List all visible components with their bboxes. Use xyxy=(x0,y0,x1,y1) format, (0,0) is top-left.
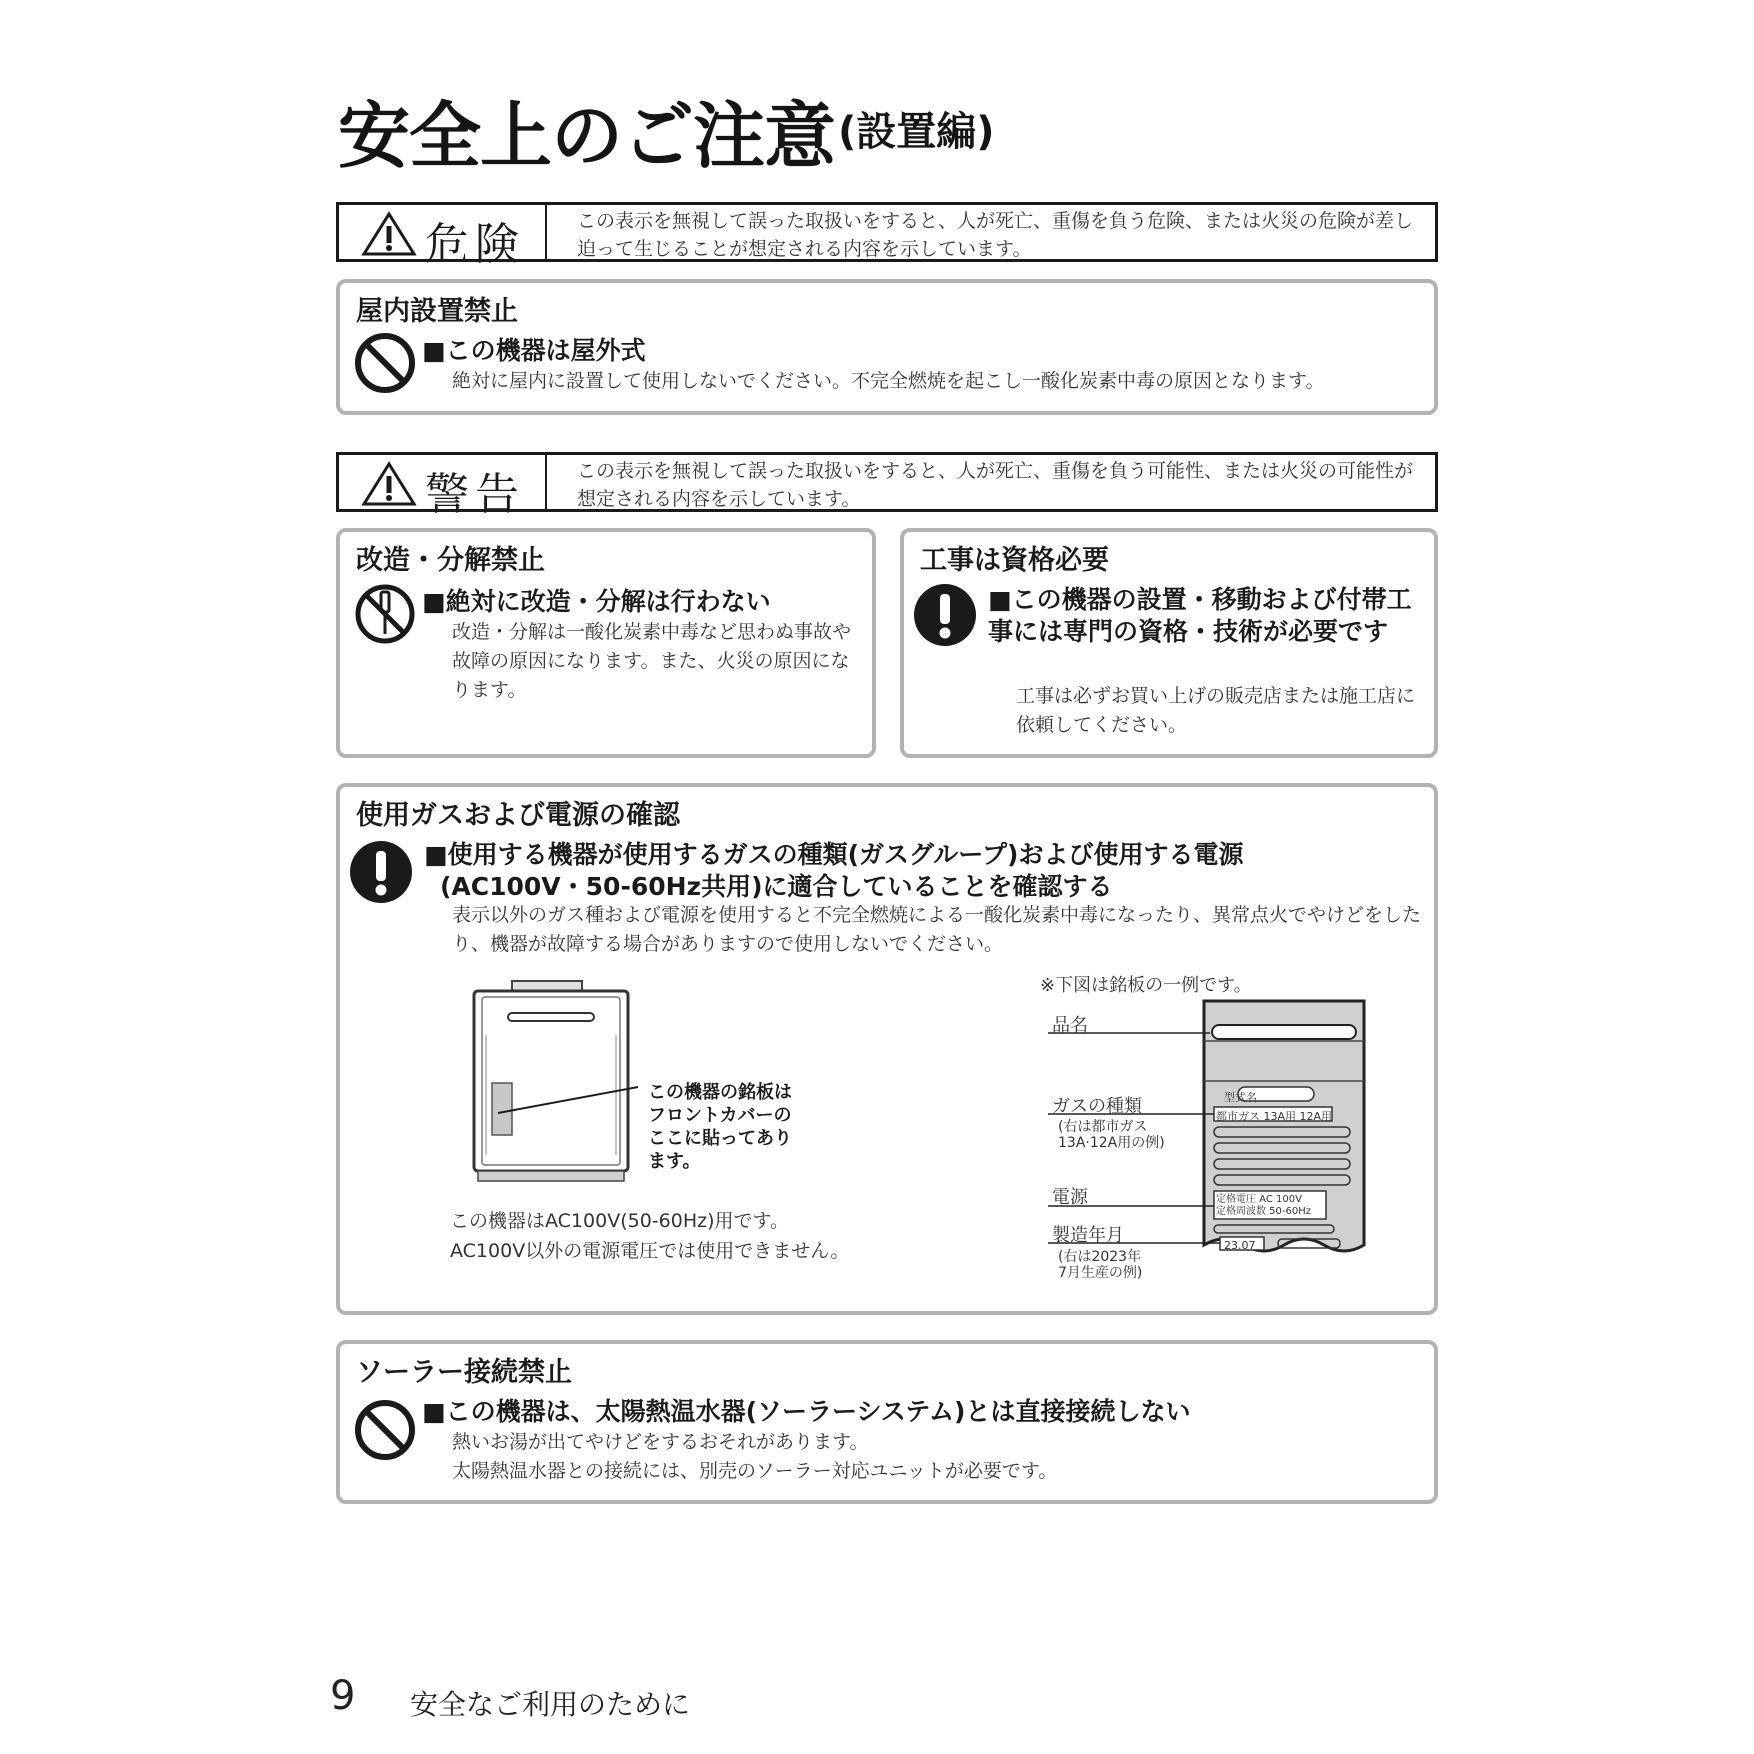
qualify-heading: ■この機器の設置・移動および付帯工事には専門の資格・技術が必要です xyxy=(988,585,1412,646)
modify-card-title: 改造・分解禁止 xyxy=(356,545,545,576)
label-date-example-1: (右は2023年 xyxy=(1058,1249,1142,1265)
indoor-text: 絶対に屋内に設置して使用しないでください。不完全燃焼を起こし一酸化炭素中毒の原因となります。 xyxy=(452,370,1325,392)
plate-freq: 定格周波数 50-60Hz xyxy=(1216,1206,1312,1217)
page-subtitle: (設置編) xyxy=(838,109,995,155)
warning-header xyxy=(336,452,1438,520)
indoor-card-title: 屋内設置禁止 xyxy=(356,296,518,327)
solar-card-title: ソーラー接続禁止 xyxy=(356,1357,572,1388)
label-gas-example-1: (右は都市ガス xyxy=(1058,1119,1148,1135)
danger-label-cell xyxy=(339,205,547,270)
qualify-card xyxy=(900,528,1438,758)
page-number: 9 xyxy=(330,1673,356,1719)
plate-model: 型式名 xyxy=(1224,1091,1257,1104)
warning-description: この表示を無視して誤った取扱いをすると、人が死亡、重傷を負う可能性、または火災の可能性が想定される内容を示しています。 xyxy=(577,460,1414,510)
no-disassembly-icon xyxy=(353,582,417,646)
modify-heading: ■絶対に改造・分解は行わない xyxy=(422,587,771,616)
label-gas-type: ガスの種類 xyxy=(1052,1096,1142,1117)
solar-heading: ■この機器は、太陽熱温水器(ソーラーシステム)とは直接接続しない xyxy=(422,1397,1191,1426)
solar-card xyxy=(336,1340,1438,1504)
device-callout: この機器の銘板はフロントカバーのここに貼ってあります。 xyxy=(648,1082,792,1172)
prohibited-icon xyxy=(353,1398,417,1462)
modify-card xyxy=(336,528,876,758)
gas-heading-line2: (AC100V・50-60Hz共用)に適合していることを確認する xyxy=(440,872,1113,901)
solar-text-1: 熱いお湯が出てやけどをするおそれがあります。 xyxy=(452,1431,869,1453)
power-note-1: この機器はAC100V(50-60Hz)用です。 xyxy=(450,1210,789,1232)
label-date: 製造年月 xyxy=(1052,1225,1124,1246)
mandatory-exclamation-icon xyxy=(348,839,414,905)
power-note-2: AC100V以外の電源電圧では使用できません。 xyxy=(450,1240,850,1262)
gas-heading-line1: ■使用する機器が使用するガスの種類(ガスグループ)および使用する電源 xyxy=(424,840,1244,869)
indoor-card xyxy=(336,279,1438,415)
plate-date: 23.07 xyxy=(1224,1239,1256,1252)
gas-text: 表示以外のガス種および電源を使用すると不完全燃焼による一酸化炭素中毒になったり、異常点火でやけどをしたり、機器が故障する場合がありますので使用しないでください。 xyxy=(452,904,1422,955)
label-gas-example-2: 13A·12A用の例) xyxy=(1058,1135,1165,1151)
footer-section: 安全なご利用のために xyxy=(410,1688,691,1721)
prohibited-icon xyxy=(353,331,417,395)
water-heater-illustration xyxy=(468,979,638,1189)
modify-text: 改造・分解は一酸化炭素中毒など思わぬ事故や故障の原因になります。また、火災の原因になります。 xyxy=(452,621,852,701)
label-power: 電源 xyxy=(1052,1187,1088,1208)
danger-header xyxy=(336,202,1438,270)
gas-card xyxy=(336,783,1438,1315)
gas-card-title: 使用ガスおよび電源の確認 xyxy=(356,800,680,831)
indoor-heading: ■この機器は屋外式 xyxy=(422,336,646,365)
label-product: 品名 xyxy=(1052,1015,1088,1036)
danger-label: 危険 xyxy=(425,219,525,270)
warning-triangle-icon xyxy=(361,461,417,507)
solar-text-2: 太陽熱温水器との接続には、別売のソーラー対応ユニットが必要です。 xyxy=(452,1460,1058,1482)
qualify-text: 工事は必ずお買い上げの販売店または施工店に依頼してください。 xyxy=(1016,685,1416,736)
warning-triangle-icon xyxy=(361,211,417,257)
warning-label: 警告 xyxy=(425,469,525,520)
danger-description: この表示を無視して誤った取扱いをすると、人が死亡、重傷を負う危険、または火災の危険が差し迫って生じることが想定される内容を示しています。 xyxy=(577,210,1414,260)
plate-gas: 都市ガス 13A用 12A用 xyxy=(1216,1110,1333,1123)
label-date-example-2: 7月生産の例) xyxy=(1058,1265,1143,1281)
plate-note: ※下図は銘板の一例です。 xyxy=(1040,975,1252,996)
plate-voltage: 定格電圧 AC 100V xyxy=(1216,1194,1302,1205)
page-title: 安全上のご注意 xyxy=(338,94,836,178)
mandatory-exclamation-icon xyxy=(912,582,978,648)
warning-label-cell xyxy=(339,455,547,520)
qualify-card-title: 工事は資格必要 xyxy=(920,545,1109,576)
